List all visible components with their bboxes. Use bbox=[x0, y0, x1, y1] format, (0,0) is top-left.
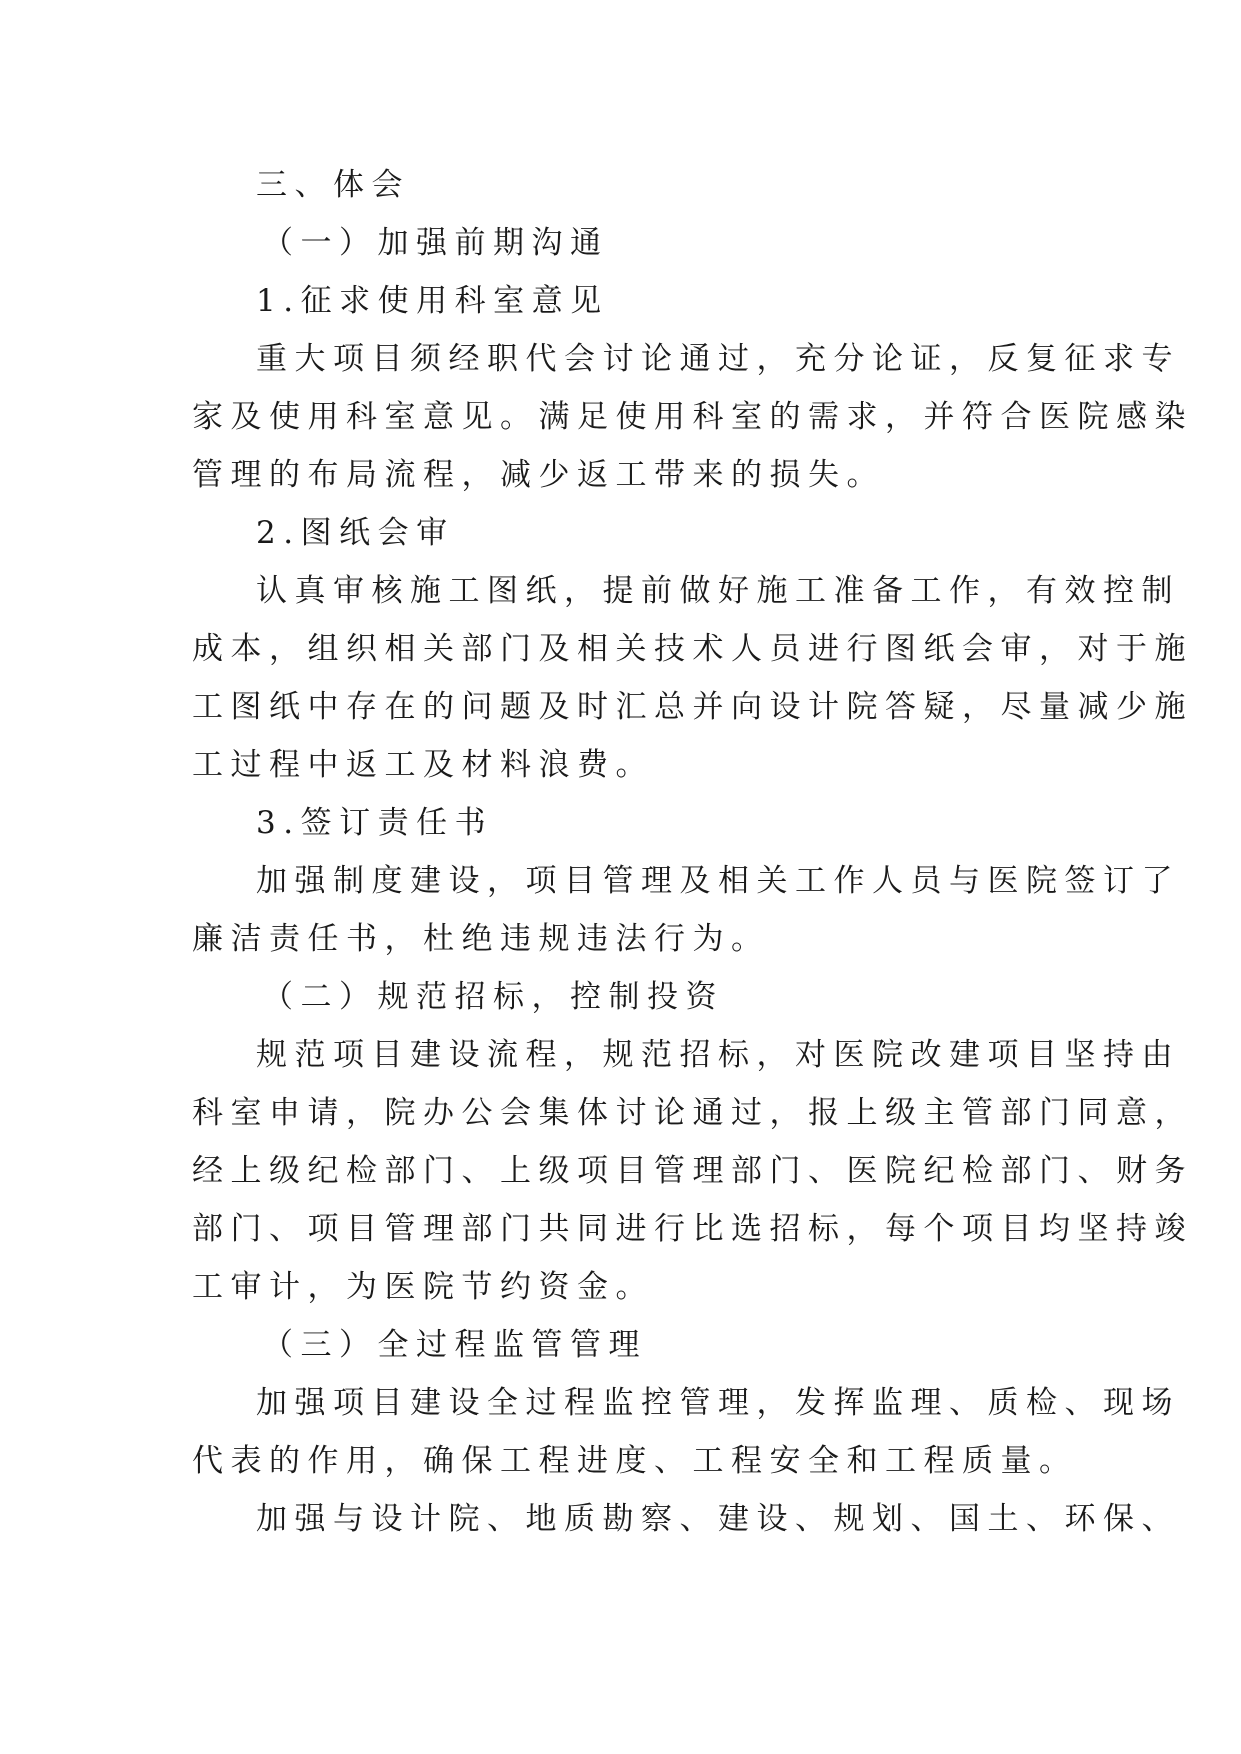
paragraph-line: 规范项目建设流程，规范招标，对医院改建项目坚持由 bbox=[256, 1037, 1180, 1073]
paragraph-line: 科室申请，院办公会集体讨论通过，报上级主管部门同意， bbox=[192, 1095, 1193, 1131]
section-heading: 三、体会 bbox=[256, 167, 410, 203]
subsection-heading: （一）加强前期沟通 bbox=[262, 225, 609, 261]
paragraph-line: 成本，组织相关部门及相关技术人员进行图纸会审，对于施 bbox=[192, 631, 1193, 667]
paragraph-line: 认真审核施工图纸，提前做好施工准备工作，有效控制 bbox=[256, 573, 1180, 609]
subsection-heading: （二）规范招标，控制投资 bbox=[262, 979, 724, 1015]
paragraph-line: 加强制度建设，项目管理及相关工作人员与医院签订了 bbox=[256, 863, 1180, 899]
subsection-heading: （三）全过程监管管理 bbox=[262, 1327, 647, 1363]
paragraph-line: 工图纸中存在的问题及时汇总并向设计院答疑，尽量减少施 bbox=[192, 689, 1193, 725]
paragraph-line: 管理的布局流程，减少返工带来的损失。 bbox=[192, 457, 885, 493]
paragraph-line: 代表的作用，确保工程进度、工程安全和工程质量。 bbox=[192, 1443, 1078, 1479]
item-heading: 2.图纸会审 bbox=[256, 515, 455, 551]
paragraph-line: 加强与设计院、地质勘察、建设、规划、国土、环保、 bbox=[256, 1501, 1180, 1537]
item-heading: 3.签订责任书 bbox=[256, 805, 494, 841]
paragraph-line: 加强项目建设全过程监控管理，发挥监理、质检、现场 bbox=[256, 1385, 1180, 1421]
paragraph-line: 廉洁责任书，杜绝违规违法行为。 bbox=[192, 921, 770, 957]
paragraph-line: 工审计，为医院节约资金。 bbox=[192, 1269, 654, 1305]
paragraph-line: 工过程中返工及材料浪费。 bbox=[192, 747, 654, 783]
item-heading: 1.征求使用科室意见 bbox=[256, 283, 609, 319]
paragraph-line: 重大项目须经职代会讨论通过，充分论证，反复征求专 bbox=[256, 341, 1180, 377]
paragraph-line: 家及使用科室意见。满足使用科室的需求，并符合医院感染 bbox=[192, 399, 1193, 435]
paragraph-line: 部门、项目管理部门共同进行比选招标，每个项目均坚持竣 bbox=[192, 1211, 1193, 1247]
paragraph-line: 经上级纪检部门、上级项目管理部门、医院纪检部门、财务 bbox=[192, 1153, 1193, 1189]
